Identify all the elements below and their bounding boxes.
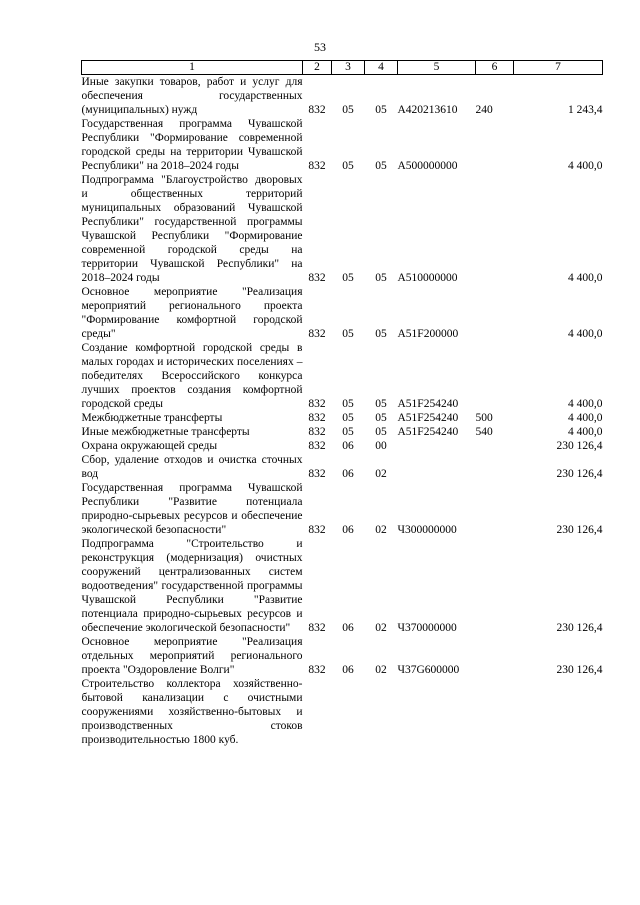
- row-section: 05: [342, 426, 354, 438]
- row-ministry: 832: [308, 272, 326, 284]
- row-name: Основное мероприятие "Реализация мероприятий регионального проекта "Формирование комфортной городской среды": [81, 286, 303, 340]
- row-name: Строительство коллектора хозяйственно-бытовой канализации с очистными сооружениями хозяйственно-бытовых и производственных стоков производительностью 1800 куб.: [81, 678, 303, 746]
- table-row: [82, 453, 603, 481]
- row-target-code: Ч300000000: [397, 524, 457, 536]
- row-name: Сбор, удаление отходов и очистка сточных вод: [81, 454, 303, 480]
- row-ministry: 832: [308, 440, 326, 452]
- row-subsection: 00: [375, 440, 387, 452]
- row-target-code: А51F254240: [397, 412, 459, 424]
- row-expense-type: [476, 173, 514, 285]
- row-section: 06: [342, 664, 354, 676]
- row-subsection: 02: [375, 664, 387, 676]
- row-target-code: А500000000: [397, 160, 458, 172]
- row-section: 05: [342, 104, 354, 116]
- row-subsection: 02: [375, 622, 387, 634]
- row-ministry: 832: [308, 664, 326, 676]
- table-row: [82, 439, 603, 453]
- row-ministry: [303, 677, 332, 747]
- row-target-code: Ч370000000: [397, 622, 457, 634]
- table-header-row: [82, 61, 603, 75]
- row-expense-type: [476, 635, 514, 677]
- table-row: [82, 481, 603, 537]
- header-col-7: 7: [514, 61, 603, 75]
- row-ministry: 832: [308, 398, 326, 410]
- row-ministry: 832: [308, 328, 326, 340]
- table-row: [82, 425, 603, 439]
- row-expense-type: 240: [475, 104, 493, 116]
- header-col-1: 1: [82, 61, 303, 75]
- row-expense-type: [476, 677, 514, 747]
- row-ministry: 832: [308, 468, 326, 480]
- row-amount: 4 400,0: [568, 426, 603, 438]
- row-section: [332, 677, 365, 747]
- row-amount: 4 400,0: [568, 328, 603, 340]
- row-target-code: А51F200000: [397, 328, 459, 340]
- row-amount: 4 400,0: [568, 412, 603, 424]
- row-target-code: А51F254240: [397, 426, 459, 438]
- row-amount: 4 400,0: [568, 272, 603, 284]
- header-col-5: 5: [398, 61, 476, 75]
- row-subsection: 02: [375, 524, 387, 536]
- row-ministry: 832: [308, 104, 326, 116]
- row-expense-type: [476, 117, 514, 173]
- row-subsection: 02: [375, 468, 387, 480]
- row-amount: 1 243,4: [568, 104, 603, 116]
- row-subsection: 05: [375, 328, 387, 340]
- row-subsection: 05: [375, 412, 387, 424]
- row-expense-type: [476, 537, 514, 635]
- row-subsection: 05: [375, 398, 387, 410]
- row-amount: 230 126,4: [556, 664, 603, 676]
- row-name: Подпрограмма "Строительство и реконструкция (модернизация) очистных сооружений централизованных систем водоотведения" государственной программы Чувашской Республики "Развитие потенциала природно-сырьевых ресурсов и обеспечение экологической безопасности": [81, 538, 303, 634]
- row-subsection: 05: [375, 160, 387, 172]
- header-col-3: 3: [332, 61, 365, 75]
- row-amount: 230 126,4: [556, 440, 603, 452]
- table-row: [82, 677, 603, 747]
- row-expense-type: [476, 285, 514, 341]
- row-subsection: 05: [375, 104, 387, 116]
- table-row: [82, 75, 603, 118]
- row-name: Иные межбюджетные трансферты: [81, 426, 250, 438]
- table-row: [82, 341, 603, 411]
- row-section: 06: [342, 440, 354, 452]
- row-expense-type: 500: [475, 412, 493, 424]
- row-ministry: 832: [308, 524, 326, 536]
- row-amount: 230 126,4: [556, 468, 603, 480]
- row-name: Создание комфортной городской среды в малых городах и исторических поселениях – победителях Всероссийского конкурса лучших проектов создания комфортной городской среды: [81, 342, 303, 410]
- page-number: 53: [314, 40, 326, 54]
- row-section: 06: [342, 468, 354, 480]
- row-amount: [514, 677, 603, 747]
- header-col-6: 6: [476, 61, 514, 75]
- row-expense-type: [476, 481, 514, 537]
- row-amount: 4 400,0: [568, 398, 603, 410]
- row-name: Межбюджетные трансферты: [81, 412, 223, 424]
- header-col-4: 4: [365, 61, 398, 75]
- row-name: Государственная программа Чувашской Республики "Формирование современной городской среды на территории Чувашской Республики" на 2018–2024 годы: [81, 118, 303, 172]
- row-ministry: 832: [308, 426, 326, 438]
- row-target-code: А420213610: [397, 104, 458, 116]
- row-name: Иные закупки товаров, работ и услуг для обеспечения государственных (муниципальных) нужд: [81, 76, 303, 116]
- row-target-code: А510000000: [397, 272, 458, 284]
- header-col-2: 2: [303, 61, 332, 75]
- row-target-code: Ч37G600000: [397, 664, 460, 676]
- table-row: [82, 117, 603, 173]
- budget-table: [81, 60, 603, 747]
- row-ministry: 832: [308, 412, 326, 424]
- row-target-code: [398, 677, 476, 747]
- row-expense-type: [476, 341, 514, 411]
- table-row: [82, 285, 603, 341]
- table-row: [82, 635, 603, 677]
- row-ministry: 832: [308, 622, 326, 634]
- row-section: 06: [342, 524, 354, 536]
- row-name: Охрана окружающей среды: [81, 440, 218, 452]
- row-section: 05: [342, 412, 354, 424]
- row-section: 05: [342, 398, 354, 410]
- row-name: Государственная программа Чувашской Республики "Развитие потенциала природно-сырьевых ресурсов и обеспечение экологической безопасности": [81, 482, 303, 536]
- row-subsection: 05: [375, 426, 387, 438]
- table-row: [82, 173, 603, 285]
- row-subsection: 05: [375, 272, 387, 284]
- row-target-code: [398, 453, 476, 481]
- row-ministry: 832: [308, 160, 326, 172]
- table-row: [82, 537, 603, 635]
- row-amount: 230 126,4: [556, 622, 603, 634]
- row-expense-type: [476, 453, 514, 481]
- row-expense-type: [476, 439, 514, 453]
- row-section: 05: [342, 272, 354, 284]
- row-subsection: [365, 677, 398, 747]
- row-section: 06: [342, 622, 354, 634]
- row-name: Подпрограмма "Благоустройство дворовых и общественных территорий муниципальных образований Чувашской Республики" государственной программы Чувашской Республики "Формирование современной городской среды на территории Чувашской Республики" на 2018–2024 годы: [81, 174, 303, 284]
- row-section: 05: [342, 160, 354, 172]
- row-amount: 4 400,0: [568, 160, 603, 172]
- row-target-code: [398, 439, 476, 453]
- row-expense-type: 540: [475, 426, 493, 438]
- row-name: Основное мероприятие "Реализация отдельных мероприятий регионального проекта "Оздоровление Волги": [81, 636, 303, 676]
- row-target-code: А51F254240: [397, 398, 459, 410]
- row-section: 05: [342, 328, 354, 340]
- table-row: [82, 411, 603, 425]
- row-amount: 230 126,4: [556, 524, 603, 536]
